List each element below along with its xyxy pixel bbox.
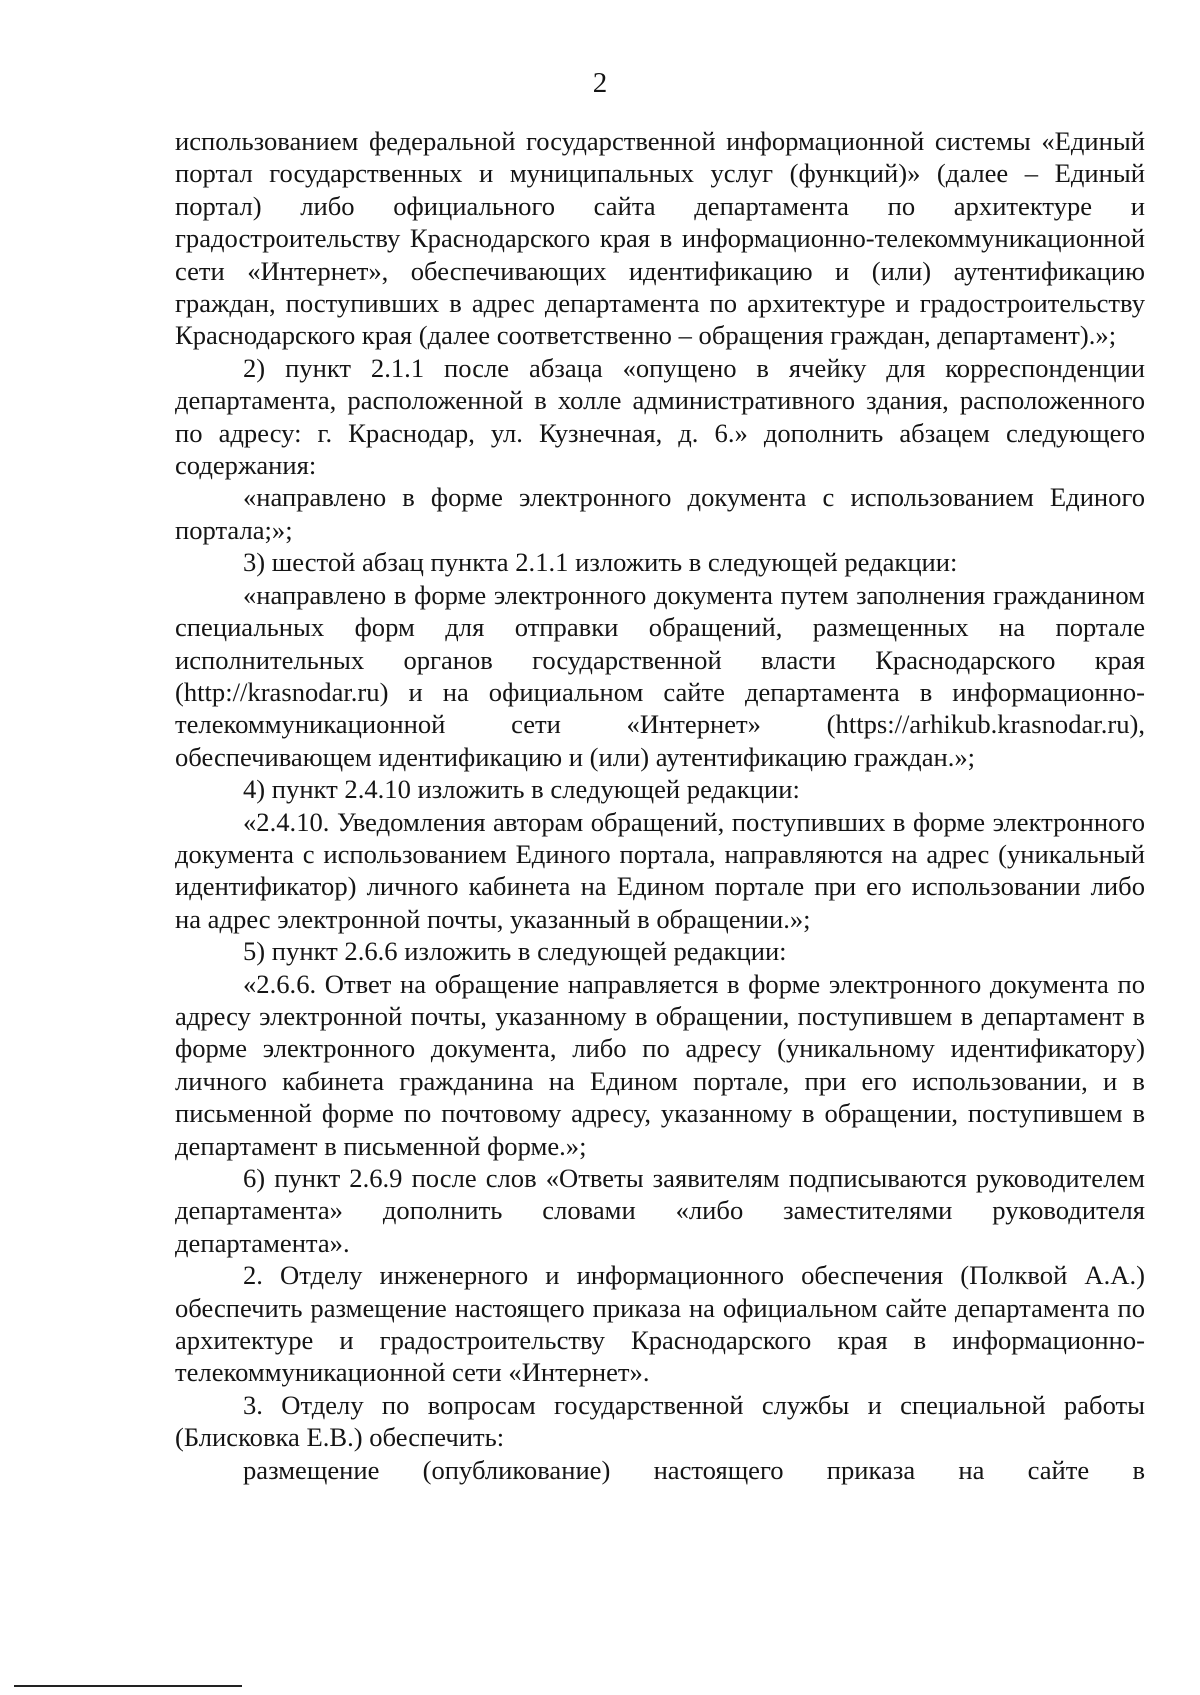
amendment-item-5: 5) пункт 2.6.6 изложить в следующей редакции: xyxy=(243,936,787,967)
page-number: 2 xyxy=(592,67,608,99)
amendment-item-3: 3) шестой абзац пункта 2.1.1 изложить в следующей редакции: xyxy=(243,547,958,578)
order-item-2: 2. Отделу инженерного и информационного обеспечения (Полквой А.А.) обеспечить размещение настоящего приказа на официальном сайте департамента по архитектуре и градостроительству Краснодарского края в информационно-телекоммуникационной сети «Интернет». xyxy=(175,1260,1145,1388)
amendment-item-4: 4) пункт 2.4.10 изложить в следующей редакции: xyxy=(243,774,800,805)
amendment-item-2: 2) пункт 2.1.1 после абзаца «опущено в ячейку для корреспонденции департамента, расположенной в холле административного здания, расположенного по адресу: г. Краснодар, ул. Кузнечная, д. 6.» дополнить абзацем следующего содержания: xyxy=(175,352,1145,481)
amendment-item-6: 6) пункт 2.6.9 после слов «Ответы заявителям подписываются руководителем департамента» дополнить словами «либо заместителями руководителя департамента». xyxy=(175,1163,1145,1258)
footer-rule xyxy=(14,1685,242,1687)
order-item-3: 3. Отделу по вопросам государственной службы и специальной работы (Блисковка Е.В.) обеспечить: xyxy=(175,1389,1145,1453)
order-item-3-publication: размещение (опубликование) настоящего приказа на сайте в xyxy=(243,1454,1145,1485)
quoted-paragraph-2-6-6: «2.6.6. Ответ на обращение направляется в форме электронного документа по адресу электронной почты, указанному в обращении, поступившем в департамент в форме электронного документа, либо по адресу (уникальному идентификатору) личного кабинета гражданина на Едином портале, при его использовании, и в письменной форме по почтовому адресу, указанному в обращении, поступившем в департамент в письменной форме.»; xyxy=(175,968,1145,1161)
paragraph-continuation: использованием федеральной государственной информационной системы «Единый портал государственных и муниципальных услуг (функций)» (далее – Единый портал) либо официального сайта департамента по архитектуре и градостроительству Краснодарского края в информационно-телекоммуникационной сети «Интернет», обеспечивающих идентификацию и (или) аутентификацию граждан, поступивших в адрес департамента по архитектуре и градостроительству Краснодарского края (далее соответственно – обращения граждан, департамент).»; xyxy=(175,126,1145,351)
quoted-paragraph-electronic-portal: «направлено в форме электронного документа с использованием Единого портала;»; xyxy=(175,482,1145,545)
quoted-paragraph-2-4-10: «2.4.10. Уведомления авторам обращений, поступивших в форме электронного документа с использованием Единого портала, направляются на адрес (уникальный идентификатор) личного кабинета на Едином портале при его использовании либо на адрес электронной почты, указанный в обращении.»; xyxy=(175,806,1145,934)
quoted-paragraph-electronic-forms: «направлено в форме электронного документа путем заполнения гражданином специальных форм для отправки обращений, размещенных на портале исполнительных органов государственной власти Краснодарского края (http://krasnodar.ru) и на официальном сайте департамента в информационно-телекоммуникационной сети «Интернет» (https://arhikub.krasnodar.ru), обеспечивающем идентификацию и (или) аутентификацию граждан.»; xyxy=(175,579,1145,772)
document-body xyxy=(175,125,1145,1486)
